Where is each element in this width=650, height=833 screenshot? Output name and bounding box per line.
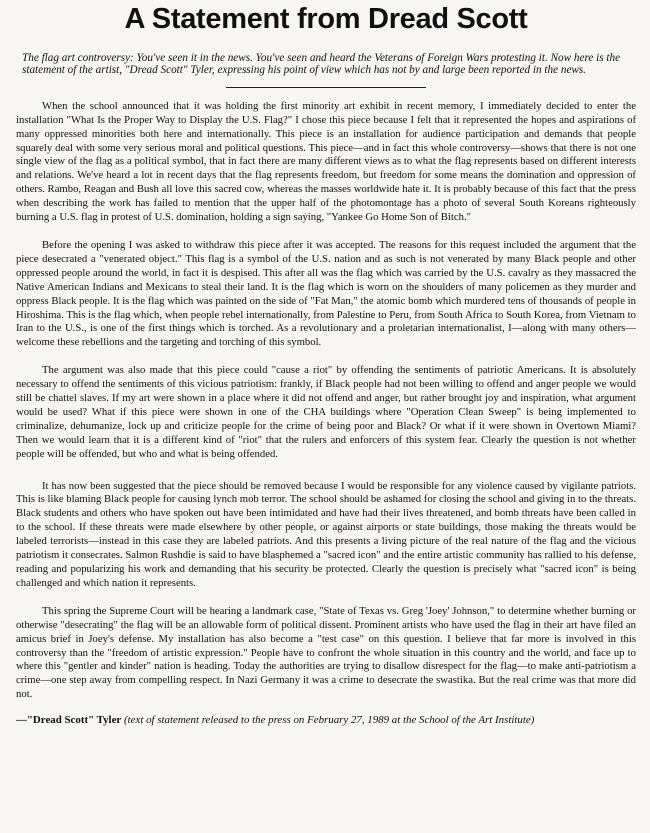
page-title: A Statement from Dread Scott <box>124 3 528 35</box>
paragraph: When the school announced that it was holding the first minority art exhibit in recent memory, I immediately decided to enter the installation "What Is the Proper Way to Display the U.S. Flag?" I chose this piece because I felt that it represented the hopes and aspirations of many oppressed minorities both here and internationally. This piece is an installation for audience participation and demands that people squarely deal with some very serious moral and political questions. This piece—and in fact this whole controversy—shows that there is not one single view of the flag as a political symbol, that in fact there are many different views as to what the flag represents based on different interests and relations. We've heard a lot in recent days that the flag represents freedom, but freedom for some means the domination and oppression of others. Rambo, Reagan and Bush all love this sacred cow, whereas the masses worldwide hate it. It is probably because of this fact that the press when describing the work has failed to mention that the upper half of the photomontage has a photo of several South Koreans righteously burning a U.S. flag in protest of U.S. domination, holding a sign saying, "Yankee Go Home Son of Bitch." <box>16 99 636 224</box>
divider <box>226 87 426 88</box>
intro-text: The flag art controversy: You've seen it in the news. You've seen and heard the Veterans of Foreign Wars protesting it. Now here is the statement of the artist, "Dread Scott" Tyler, expressing his point of view which has not by and large been reported in the news. <box>22 52 621 77</box>
signature <box>16 714 636 727</box>
statement-body <box>16 100 636 702</box>
signature-note: (text of statement released to the press on February 27, 1989 at the School of the Art Institute) <box>124 714 535 727</box>
paragraph: This spring the Supreme Court will be hearing a landmark case, "State of Texas vs. Greg 'Joey' Johnson," to determine whether burning or otherwise "desecrating" the flag will be an allowable form of political dissent. Prominent artists who have used the flag in their art have filed an amicus brief in Joey's defense. My installation has also become a "test case" on this question. I believe that far more is involved in this controversy than the "freedom of artistic expression." People have to confront the whole situation in this country and the world, and face up to where this "gentler and kinder" nation is heading. Today the authorities are trying to disallow disrespect for the flag—to make anti-patriotism a crime—one step away from compelling respect. In Nazi Germany it was a crime to desecrate the swastika. But the real crime was that more did not. <box>16 604 636 701</box>
signature-name: —"Dread Scott" Tyler <box>16 714 122 727</box>
paragraph: Before the opening I was asked to withdraw this piece after it was accepted. The reasons for this request included the argument that the piece desecrated a "venerated object." This flag is a symbol of the U.S. nation and as such is not venerated by many Black people and other oppressed people around the world, in fact it is despised. This after all was the flag which was carried by the U.S. cavalry as they massacred the Native American Indians and Mexicans to steal their land. It is the flag which is worn on the shoulders of many policemen as they murder and oppress Black people. It is the flag which was painted on the side of "Fat Man," the atomic bomb which murdered tens of thousands of people in Hiroshima. This is the flag which, when people rebel internationally, from Palestine to Peru, from South Africa to South Korea, from Vietnam to Iran to the U.S., is one of the first things which is torched. As a revolutionary and a proletarian internationalist, I—along with many others—welcome these rebellions and the targeting and torching of this symbol. <box>16 238 636 349</box>
paragraph: It has now been suggested that the piece should be removed because I would be responsible for any violence caused by vigilante patriots. This is like blaming Black people for causing lynch mob terror. The school should be ashamed for closing the school and giving in to the threats. Black students and others who have spoken out have been intimidated and have had their lives threatened, and bomb threats have been called in to the school. If these threats were made elsewhere by other people, or against airports or state buildings, those making the threats would be labeled terrorists—instead in this case they are labeled patriots. And this presents a living picture of the real nature of the flag and the vicious patriotism it consecrates. Salmon Rushdie is said to have blasphemed a "sacred icon" and the entire artistic community has rallied to his defense, reading and popularizing his work and demanding that his security be protected. Clearly the question is precisely what "sacred icon" is being challenged and which nation it represents. <box>16 479 636 589</box>
paragraph: The argument was also made that this piece could "cause a riot" by offending the sentiments of patriotic Americans. It is absolutely necessary to offend the sentiments of this vicious patriotism: frankly, if Black people had not been willing to offend and anger people we would still be chattel slaves. If my art were shown in a place where it did not offend and anger, but rather brought joy and inspiration, what argument would be used? What if this piece were shown in one of the CHA buildings where "Operation Clean Sweep" is being implemented to criminalize, dehumanize, lock up and criticize people for the crime of being poor and Black? Or what if it were shown in Overtown Miami? Then we would learn that it is a different kind of "riot" that the rulers and enforcers of this system fear. Clearly the question is not whether people will be offended, but who and what is being offended. <box>16 364 636 460</box>
